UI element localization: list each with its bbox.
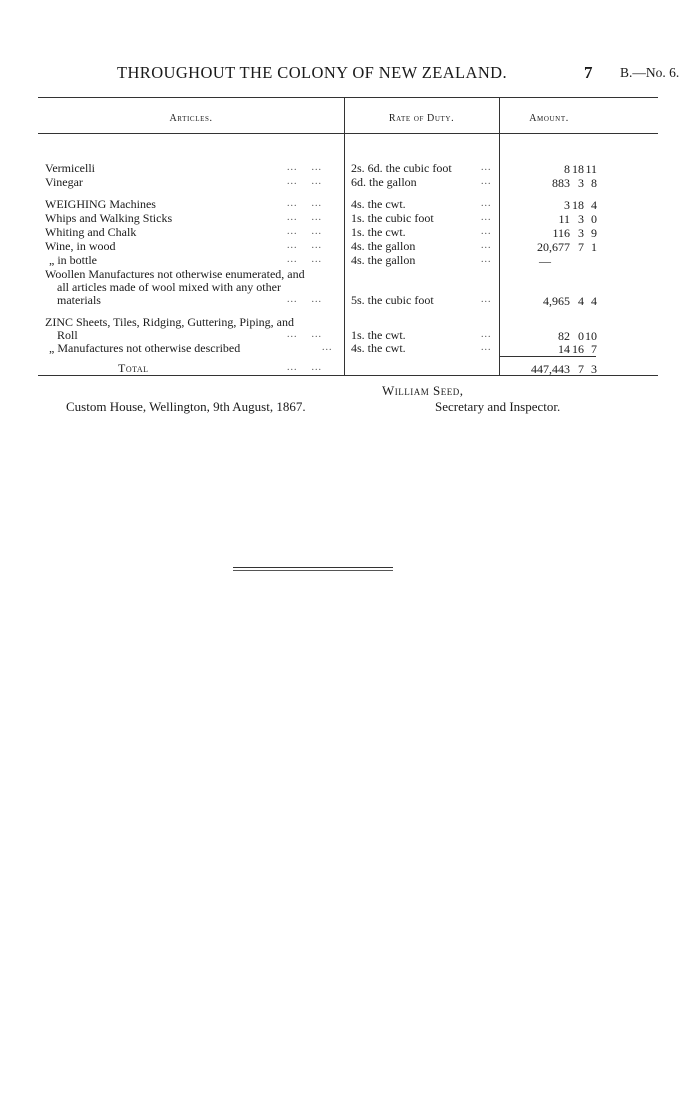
article-cell: WEIGHING Machines <box>45 197 156 211</box>
article-cell-line: ZINC Sheets, Tiles, Ridging, Guttering, Piping, and <box>45 315 295 329</box>
table-row <box>45 212 172 225</box>
amount-shillings: 18 <box>572 162 584 176</box>
leader-dots: ... <box>481 162 492 173</box>
amount-pence: 8 <box>591 176 597 190</box>
rate-cell: 5s. the cubic foot <box>351 293 434 307</box>
amount-pence: 10 <box>585 329 597 343</box>
rate-cell: 4s. the cwt. <box>351 197 406 211</box>
amount-shillings: 3 <box>578 176 584 190</box>
amount-pence: 9 <box>591 226 597 240</box>
leader-dots: ... <box>481 176 492 187</box>
column-divider-2 <box>499 97 500 375</box>
article-cell: Wine, in wood <box>45 239 116 253</box>
table-row <box>45 162 95 175</box>
table-row <box>45 240 116 253</box>
leader-dots: ... ... <box>287 198 322 209</box>
rate-cell: 4s. the gallon <box>351 253 416 267</box>
leader-dots: ... ... <box>287 226 322 237</box>
leader-dots: ... ... <box>287 240 322 251</box>
article-cell: Whips and Walking Sticks <box>45 211 173 225</box>
total-shillings: 7 <box>578 362 584 376</box>
table-top-rule <box>38 97 658 98</box>
closing-rule <box>233 567 393 568</box>
amount-pence: 7 <box>591 342 597 356</box>
rate-cell: 6d. the gallon <box>351 175 417 189</box>
rate-cell: 4s. the cwt. <box>351 341 406 355</box>
amount-pence: 11 <box>585 162 597 176</box>
amount-shillings: 4 <box>578 294 584 308</box>
column-header-rate: Rate of Duty. <box>388 113 455 124</box>
table-row <box>45 176 83 189</box>
amount-pounds: 82 <box>558 329 570 343</box>
signer-name: William Seed, <box>382 383 464 398</box>
leader-dots: ... <box>322 342 333 353</box>
amount-pence: 0 <box>591 212 597 226</box>
leader-dots: ... ... <box>287 362 322 373</box>
article-cell-line: Roll <box>57 328 78 342</box>
article-cell-line: materials <box>57 293 101 307</box>
total-pence: 3 <box>591 362 597 376</box>
article-cell-line: all articles made of wool mixed with any other <box>57 280 281 294</box>
header-bottom-rule <box>38 133 658 134</box>
table-row <box>45 342 240 355</box>
amount-pounds: 883 <box>552 176 570 190</box>
article-cell: „ in bottle <box>49 253 97 267</box>
table-row <box>45 254 97 267</box>
amount-dash: — <box>539 254 551 268</box>
total-pounds: 447,443 <box>531 362 570 376</box>
total-label: Total <box>118 361 149 375</box>
table-row <box>45 226 136 239</box>
amount-pounds: 8 <box>564 162 570 176</box>
article-cell-line: Woollen Manufactures not otherwise enumerated, and <box>45 267 305 281</box>
leader-dots: ... <box>481 226 492 237</box>
amount-shillings: 7 <box>578 240 584 254</box>
leader-dots: ... <box>481 212 492 223</box>
leader-dots: ... ... <box>287 329 322 340</box>
leader-dots: ... ... <box>287 254 322 265</box>
rate-cell: 1s. the cubic foot <box>351 211 434 225</box>
leader-dots: ... ... <box>287 212 322 223</box>
amount-shillings: 18 <box>572 198 584 212</box>
column-header-amount: Amount. <box>529 113 569 124</box>
leader-dots: ... ... <box>287 294 322 305</box>
column-header-articles: Articles. <box>169 113 213 124</box>
rate-cell: 2s. 6d. the cubic foot <box>351 161 452 175</box>
table-row <box>45 268 305 307</box>
amount-shillings: 3 <box>578 212 584 226</box>
table-row <box>45 316 294 342</box>
amount-pence: 4 <box>591 294 597 308</box>
amount-pence: 1 <box>591 240 597 254</box>
amount-pounds: 11 <box>558 212 570 226</box>
amount-pence: 4 <box>591 198 597 212</box>
rate-cell: 1s. the cwt. <box>351 225 406 239</box>
article-cell: „ Manufactures not otherwise described <box>49 341 241 355</box>
leader-dots: ... <box>481 198 492 209</box>
column-divider-1 <box>344 97 345 375</box>
signer-title: Secretary and Inspector. <box>435 399 561 414</box>
leader-dots: ... <box>481 240 492 251</box>
amount-pounds: 116 <box>552 226 570 240</box>
amount-pounds: 4,965 <box>543 294 570 308</box>
leader-dots: ... <box>481 329 492 340</box>
amount-shillings: 16 <box>572 342 584 356</box>
amount-shillings: 3 <box>578 226 584 240</box>
closing-rule <box>233 570 393 571</box>
rate-cell: 4s. the gallon <box>351 239 416 253</box>
page-number: 7 <box>584 63 593 82</box>
amount-pounds: 3 <box>564 198 570 212</box>
leader-dots: ... <box>481 294 492 305</box>
amount-pounds: 20,677 <box>537 240 570 254</box>
amount-pounds: 14 <box>558 342 570 356</box>
document-reference: B.—No. 6. <box>620 65 680 80</box>
page-title: THROUGHOUT THE COLONY OF NEW ZEALAND. <box>117 63 507 82</box>
amount-shillings: 0 <box>578 329 584 343</box>
article-cell: Vinegar <box>45 175 83 189</box>
leader-dots: ... ... <box>287 176 322 187</box>
leader-dots: ... <box>481 342 492 353</box>
article-cell: Whiting and Chalk <box>45 225 137 239</box>
rate-cell: 1s. the cwt. <box>351 328 406 342</box>
table-row <box>45 198 156 211</box>
leader-dots: ... <box>481 254 492 265</box>
place-date: Custom House, Wellington, 9th August, 1867. <box>66 399 306 414</box>
article-cell: Vermicelli <box>45 161 95 175</box>
leader-dots: ... ... <box>287 162 322 173</box>
